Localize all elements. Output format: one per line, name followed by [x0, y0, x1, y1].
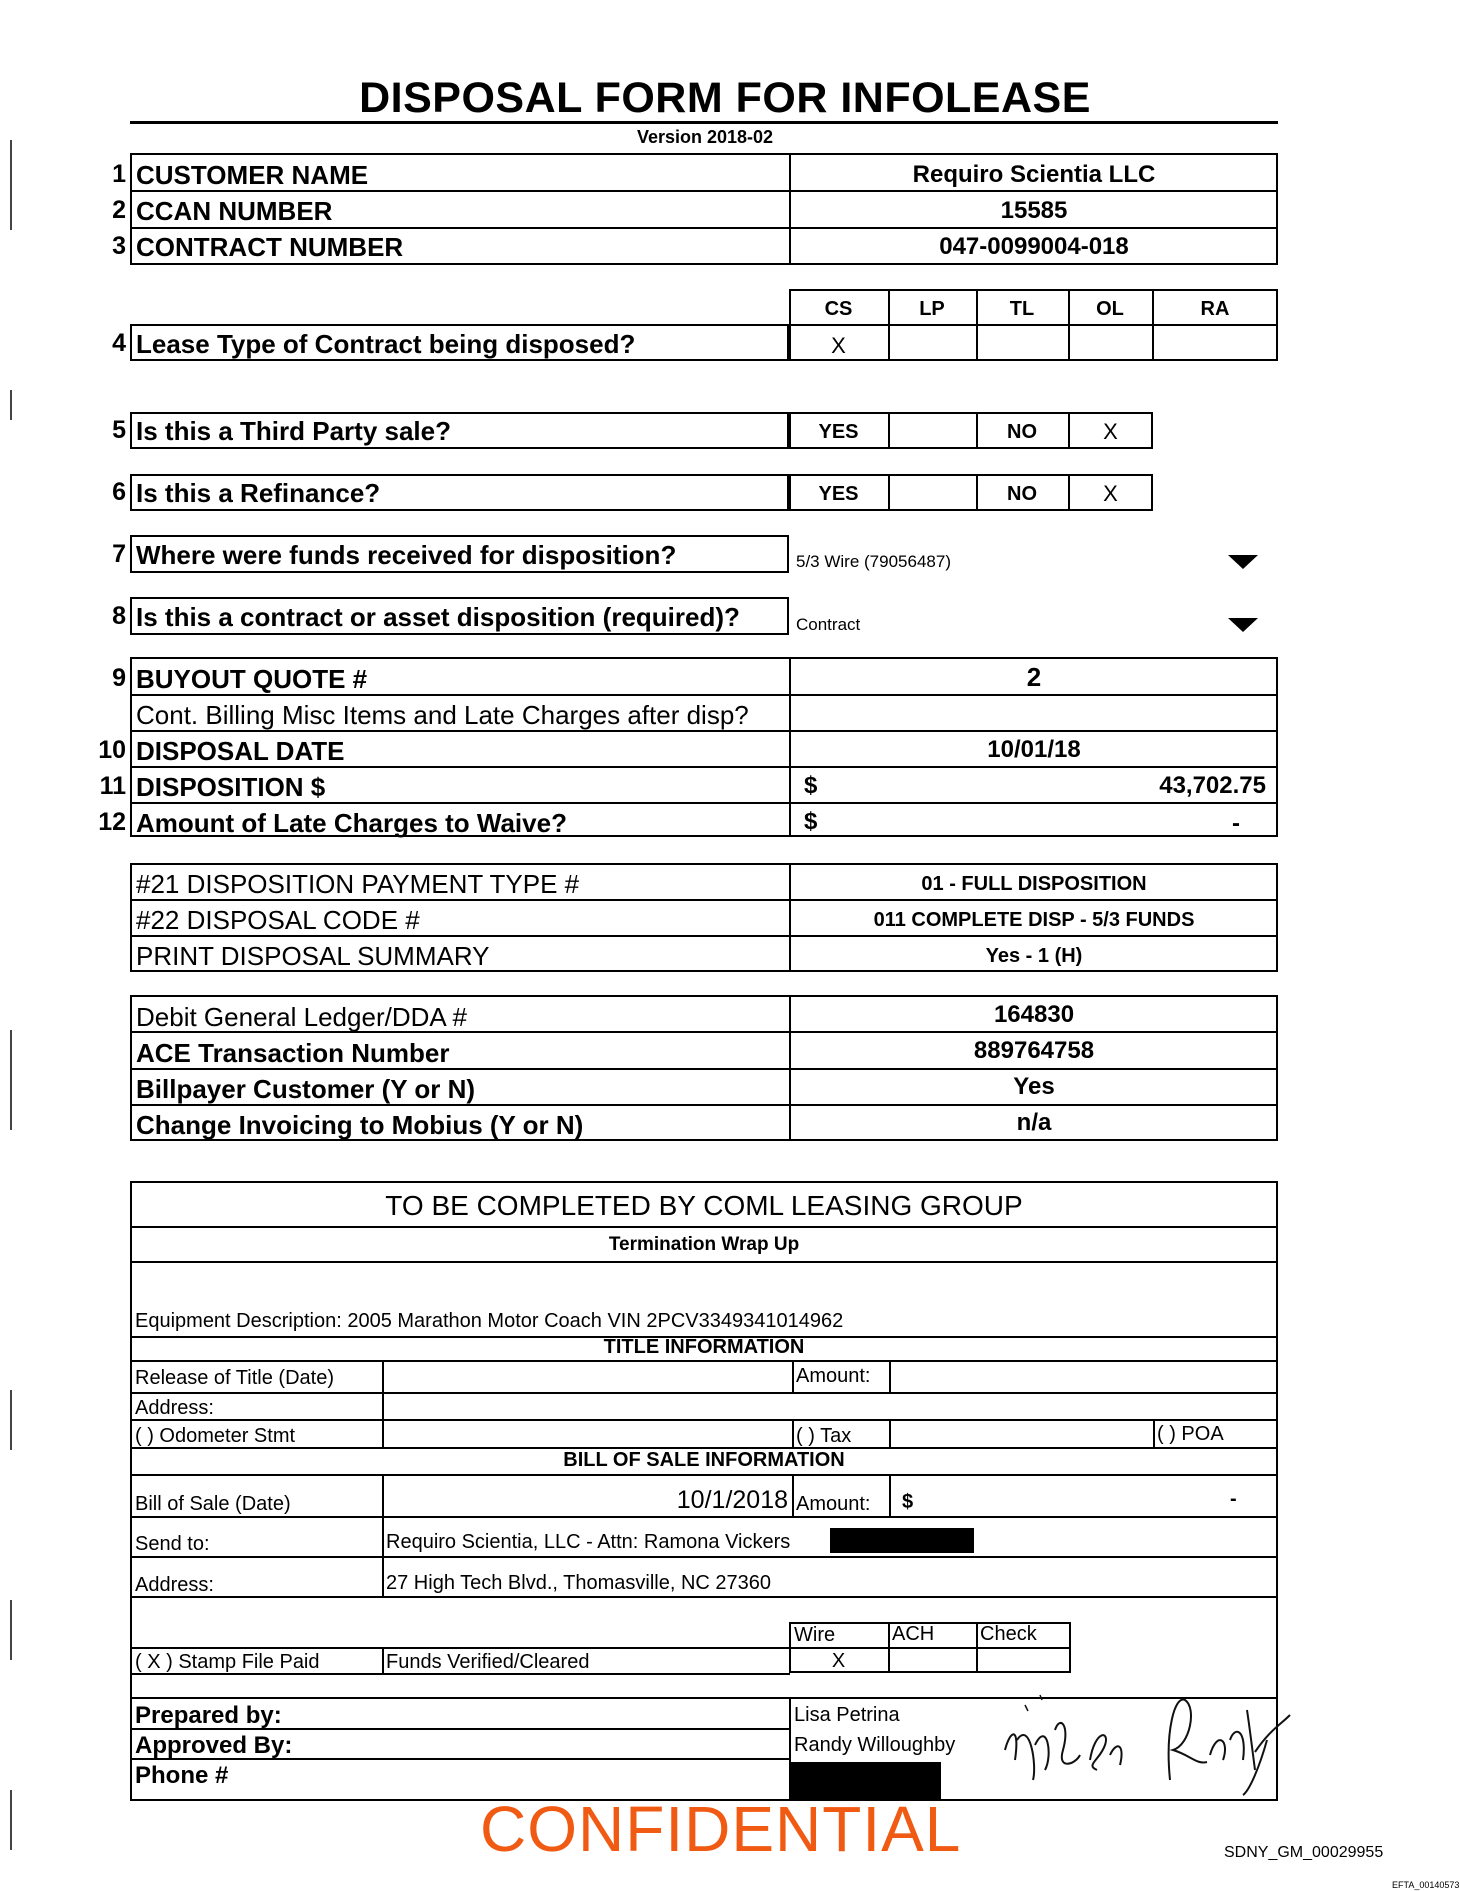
row-number: 8: [112, 602, 126, 630]
bill-of-sale-label: Bill of Sale (Date): [135, 1493, 291, 1515]
bill-amount-value[interactable]: -: [1230, 1488, 1237, 1510]
disposal-code-value[interactable]: 011 COMPLETE DISP - 5/3 FUNDS: [873, 909, 1195, 931]
lease-type-ra-header: RA: [1200, 298, 1230, 320]
lease-type-cs-mark[interactable]: X: [831, 333, 846, 358]
third-party-no[interactable]: NO: [1007, 421, 1037, 443]
release-amount-label: Amount:: [796, 1365, 871, 1387]
late-charges-value[interactable]: -: [1232, 810, 1240, 837]
wire-mark[interactable]: X: [831, 1650, 846, 1672]
row-number: 6: [112, 478, 126, 506]
divider: [789, 1647, 1071, 1649]
divider: [130, 1474, 1278, 1476]
customer-name-label: CUSTOMER NAME: [136, 160, 369, 190]
confidential-stamp: CONFIDENTIAL: [480, 1793, 962, 1865]
disposition-type-dropdown[interactable]: Contract: [796, 615, 861, 634]
divider: [382, 1360, 384, 1447]
divider: [789, 657, 791, 837]
debit-ledger-value[interactable]: 164830: [993, 1001, 1075, 1028]
row-number: 4: [112, 329, 126, 357]
print-summary-value[interactable]: Yes - 1 (H): [985, 945, 1083, 967]
scan-artifact: [10, 1030, 12, 1130]
divider: [130, 1596, 1278, 1598]
buyout-quote-value[interactable]: 2: [1026, 662, 1042, 692]
divider: [888, 1622, 890, 1673]
approved-by-label: Approved By:: [135, 1732, 293, 1759]
send-to-value[interactable]: Requiro Scientia, LLC - Attn: Ramona Vickers: [386, 1531, 791, 1553]
late-charges-label: Amount of Late Charges to Waive?: [136, 808, 567, 838]
poa-checkbox[interactable]: ( ) POA: [1157, 1423, 1224, 1445]
coml-heading: TO BE COMPLETED BY COML LEASING GROUP: [385, 1190, 1023, 1221]
buyout-quote-label: BUYOUT QUOTE #: [136, 664, 368, 694]
divider: [130, 1360, 1278, 1362]
chevron-down-icon[interactable]: [1228, 555, 1258, 569]
divider: [889, 1474, 891, 1516]
divider: [888, 412, 890, 449]
divider: [130, 1392, 1278, 1394]
prepared-by-value[interactable]: Lisa Petrina: [794, 1704, 900, 1726]
disposal-date-label: DISPOSAL DATE: [136, 736, 345, 766]
ace-transaction-value[interactable]: 889764758: [973, 1037, 1095, 1064]
scan-artifact: [10, 1390, 12, 1450]
title-info-heading: TITLE INFORMATION: [603, 1336, 805, 1358]
form-title: DISPOSAL FORM FOR INFOLEASE: [359, 74, 1091, 122]
release-title-label: Release of Title (Date): [135, 1367, 334, 1389]
divider: [792, 1360, 794, 1392]
divider: [889, 1360, 891, 1392]
payment-type-label: #21 DISPOSITION PAYMENT TYPE #: [136, 869, 580, 899]
bates-number: SDNY_GM_00029955: [1224, 1844, 1384, 1861]
equipment-description: Equipment Description: 2005 Marathon Motor Coach VIN 2PCV3349341014962: [135, 1310, 844, 1332]
ace-transaction-label: ACE Transaction Number: [136, 1038, 450, 1068]
third-party-yes[interactable]: YES: [818, 421, 859, 443]
divider: [789, 863, 791, 972]
funds-verified-label: Funds Verified/Cleared: [386, 1651, 590, 1673]
disposition-type-label: Is this a contract or asset disposition (required)?: [136, 602, 740, 632]
approved-by-value[interactable]: Randy Willoughby: [794, 1734, 956, 1756]
divider: [889, 1419, 891, 1447]
refinance-yes[interactable]: YES: [818, 483, 859, 505]
lease-type-label: Lease Type of Contract being disposed?: [136, 329, 636, 359]
mobius-value[interactable]: n/a: [1016, 1109, 1052, 1136]
divider: [130, 227, 1278, 229]
contract-number-value[interactable]: 047-0099004-018: [939, 233, 1129, 260]
ccan-number-value[interactable]: 15585: [1000, 197, 1068, 224]
phone-label: Phone #: [135, 1762, 229, 1789]
row-number: 10: [98, 736, 126, 764]
row-number: 11: [99, 772, 126, 800]
divider: [789, 153, 791, 265]
third-party-no-mark[interactable]: X: [1103, 419, 1118, 444]
scan-artifact: [10, 1600, 12, 1660]
chevron-down-icon[interactable]: [1228, 618, 1258, 632]
divider: [382, 1647, 384, 1673]
currency-symbol: $: [804, 772, 818, 799]
signature-icon: [985, 1670, 1300, 1800]
form-version: Version 2018-02: [636, 127, 774, 147]
row-number: 1: [112, 160, 126, 188]
ccan-number-label: CCAN NUMBER: [136, 196, 333, 226]
divider: [1153, 1419, 1155, 1447]
divider: [382, 1474, 384, 1596]
customer-name-value[interactable]: Requiro Scientia LLC: [912, 161, 1156, 188]
refinance-no-mark[interactable]: X: [1103, 481, 1118, 506]
debit-ledger-label: Debit General Ledger/DDA #: [136, 1002, 467, 1032]
divider: [792, 1474, 794, 1516]
bill-address-label: Address:: [135, 1574, 214, 1596]
refinance-no[interactable]: NO: [1007, 483, 1037, 505]
divider: [789, 995, 791, 1141]
row-number: 7: [112, 540, 126, 568]
divider: [130, 1556, 1278, 1558]
efta-number: EFTA_00140573: [1392, 1880, 1460, 1890]
mobius-label: Change Invoicing to Mobius (Y or N): [136, 1110, 584, 1140]
currency-symbol: $: [804, 808, 818, 835]
ach-option[interactable]: ACH: [892, 1623, 935, 1645]
divider: [130, 1226, 1278, 1228]
divider: [130, 1647, 790, 1649]
title-address-label: Address:: [135, 1397, 214, 1419]
lease-type-ol-header: OL: [1096, 298, 1124, 320]
row-number: 9: [112, 664, 126, 692]
third-party-label: Is this a Third Party sale?: [136, 416, 451, 446]
divider: [789, 324, 1278, 326]
row-number: 2: [112, 196, 126, 224]
funds-received-dropdown[interactable]: 5/3 Wire (79056487): [796, 552, 951, 571]
currency-symbol: $: [902, 1491, 914, 1513]
redaction-box: [830, 1528, 974, 1553]
disposal-date-value[interactable]: 10/01/18: [987, 736, 1081, 763]
billpayer-label: Billpayer Customer (Y or N): [136, 1074, 476, 1104]
stamp-file-paid-checkbox[interactable]: ( X ) Stamp File Paid: [135, 1651, 320, 1673]
payment-type-value[interactable]: 01 - FULL DISPOSITION: [921, 873, 1147, 895]
bill-address-value[interactable]: 27 High Tech Blvd., Thomasville, NC 27360: [386, 1572, 772, 1594]
row-number: 5: [112, 416, 126, 444]
send-to-label: Send to:: [135, 1533, 210, 1555]
divider: [792, 1419, 794, 1447]
bill-of-sale-date[interactable]: 10/1/2018: [676, 1486, 788, 1514]
cont-billing-label: Cont. Billing Misc Items and Late Charges after disp?: [136, 700, 749, 730]
divider: [976, 1622, 978, 1673]
disposition-amount-label: DISPOSITION $: [136, 772, 326, 802]
wire-option[interactable]: Wire: [794, 1624, 836, 1646]
scan-artifact: [10, 1790, 12, 1850]
bill-amount-label: Amount:: [796, 1493, 871, 1515]
lease-type-lp-header: LP: [919, 298, 945, 320]
row-number: 12: [98, 808, 126, 836]
title-rule: [130, 121, 1278, 124]
divider: [130, 1516, 1278, 1518]
divider: [888, 474, 890, 511]
bill-of-sale-heading: BILL OF SALE INFORMATION: [563, 1449, 845, 1471]
coml-subheading: Termination Wrap Up: [608, 1234, 800, 1255]
lease-type-cs-header: CS: [824, 298, 853, 320]
disposition-amount-value[interactable]: 43,702.75: [1159, 772, 1266, 799]
divider: [130, 1261, 1278, 1263]
check-option[interactable]: Check: [980, 1623, 1037, 1645]
refinance-label: Is this a Refinance?: [136, 478, 381, 508]
funds-received-label: Where were funds received for disposition?: [136, 540, 677, 570]
lease-type-tl-header: TL: [1009, 298, 1035, 320]
disposal-code-label: #22 DISPOSAL CODE #: [136, 905, 420, 935]
row-number: 3: [112, 232, 126, 260]
tax-checkbox[interactable]: ( ) Tax: [796, 1425, 852, 1447]
contract-number-label: CONTRACT NUMBER: [136, 232, 404, 262]
billpayer-value[interactable]: Yes: [1013, 1073, 1055, 1100]
print-summary-label: PRINT DISPOSAL SUMMARY: [136, 941, 490, 971]
prepared-by-label: Prepared by:: [135, 1702, 282, 1729]
odometer-checkbox[interactable]: ( ) Odometer Stmt: [135, 1425, 296, 1447]
divider: [130, 1419, 1278, 1421]
